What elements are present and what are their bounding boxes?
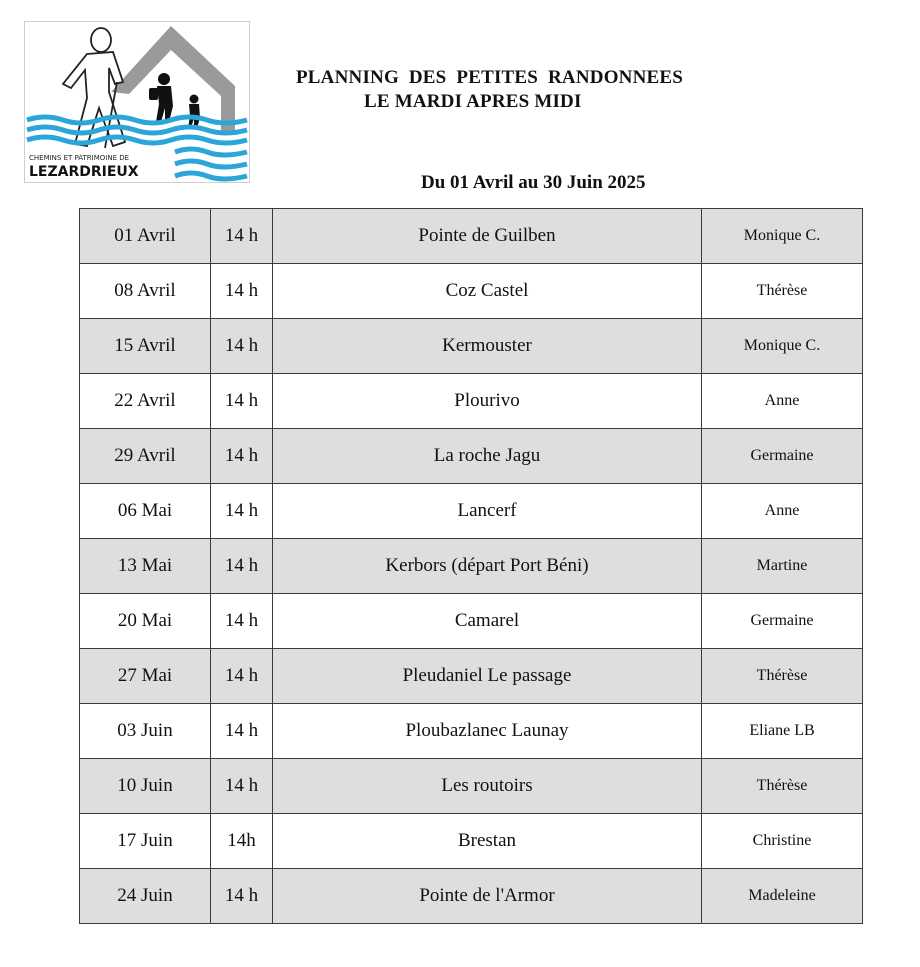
title-line-1: PLANNING DES PETITES RANDONNEES (296, 67, 684, 88)
time-cell: 14 h (211, 704, 273, 759)
place-cell: La roche Jagu (273, 429, 702, 484)
table-row (80, 869, 863, 924)
table-row (80, 429, 863, 484)
guide-cell: Germaine (702, 594, 863, 649)
place-cell: Pleudaniel Le passage (273, 649, 702, 704)
guide-cell: Thérèse (702, 759, 863, 814)
table-row (80, 484, 863, 539)
place-cell: Coz Castel (273, 264, 702, 319)
guide-cell: Monique C. (702, 209, 863, 264)
place-cell: Lancerf (273, 484, 702, 539)
title-line-2: LE MARDI APRES MIDI (364, 91, 582, 112)
date-cell: 03 Juin (80, 704, 211, 759)
time-cell: 14 h (211, 209, 273, 264)
place-cell: Kermouster (273, 319, 702, 374)
place-cell: Kerbors (départ Port Béni) (273, 539, 702, 594)
guide-cell: Anne (702, 374, 863, 429)
guide-cell: Anne (702, 484, 863, 539)
table-row (80, 374, 863, 429)
guide-cell: Thérèse (702, 649, 863, 704)
guide-cell: Eliane LB (702, 704, 863, 759)
table-row (80, 759, 863, 814)
club-logo (24, 21, 250, 183)
guide-cell: Thérèse (702, 264, 863, 319)
date-cell: 24 Juin (80, 869, 211, 924)
time-cell: 14 h (211, 649, 273, 704)
guide-cell: Christine (702, 814, 863, 869)
time-cell: 14 h (211, 594, 273, 649)
table-row (80, 704, 863, 759)
table-row (80, 209, 863, 264)
time-cell: 14h (211, 814, 273, 869)
place-cell: Ploubazlanec Launay (273, 704, 702, 759)
date-cell: 20 Mai (80, 594, 211, 649)
guide-cell: Martine (702, 539, 863, 594)
place-cell: Brestan (273, 814, 702, 869)
time-cell: 14 h (211, 759, 273, 814)
time-cell: 14 h (211, 484, 273, 539)
date-cell: 27 Mai (80, 649, 211, 704)
logo-name: LEZARDRIEUX (29, 164, 139, 180)
date-cell: 01 Avril (80, 209, 211, 264)
table-row (80, 264, 863, 319)
time-cell: 14 h (211, 319, 273, 374)
time-cell: 14 h (211, 374, 273, 429)
page-title (296, 66, 683, 114)
date-cell: 15 Avril (80, 319, 211, 374)
schedule-table (79, 208, 863, 924)
table-row (80, 539, 863, 594)
guide-cell: Monique C. (702, 319, 863, 374)
time-cell: 14 h (211, 539, 273, 594)
place-cell: Pointe de l'Armor (273, 869, 702, 924)
table-row (80, 594, 863, 649)
place-cell: Plourivo (273, 374, 702, 429)
table-row (80, 814, 863, 869)
guide-cell: Madeleine (702, 869, 863, 924)
date-cell: 17 Juin (80, 814, 211, 869)
place-cell: Pointe de Guilben (273, 209, 702, 264)
date-cell: 08 Avril (80, 264, 211, 319)
date-cell: 06 Mai (80, 484, 211, 539)
logo-subtitle: CHEMINS ET PATRIMOINE DE (29, 154, 130, 162)
date-cell: 10 Juin (80, 759, 211, 814)
date-cell: 13 Mai (80, 539, 211, 594)
place-cell: Camarel (273, 594, 702, 649)
time-cell: 14 h (211, 429, 273, 484)
table-row (80, 649, 863, 704)
period-subtitle: Du 01 Avril au 30 Juin 2025 (421, 172, 646, 193)
time-cell: 14 h (211, 869, 273, 924)
place-cell: Les routoirs (273, 759, 702, 814)
date-cell: 22 Avril (80, 374, 211, 429)
time-cell: 14 h (211, 264, 273, 319)
hiker-logo-icon (25, 22, 249, 182)
guide-cell: Germaine (702, 429, 863, 484)
date-cell: 29 Avril (80, 429, 211, 484)
table-row (80, 319, 863, 374)
